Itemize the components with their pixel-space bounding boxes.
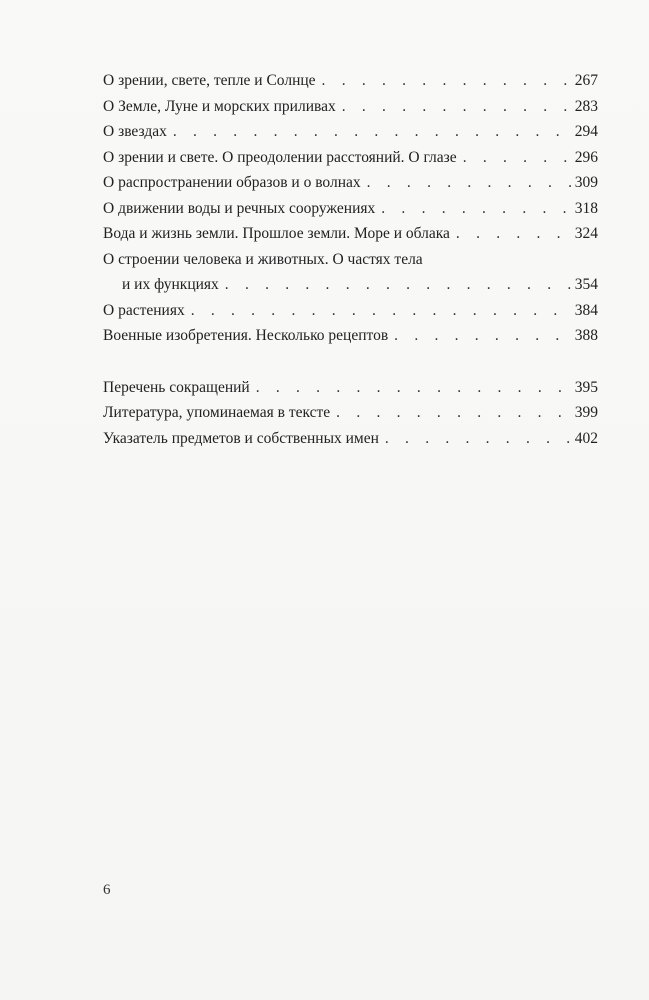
dot-leader: [385, 426, 571, 452]
toc-main-section: [103, 68, 598, 349]
toc-entry: [103, 221, 598, 247]
toc-entry: [103, 375, 598, 401]
toc-entry: [103, 119, 598, 145]
toc-entry: [103, 68, 598, 94]
dot-leader: [381, 196, 570, 222]
toc-entry-title-line1: О строении человека и животных. О частях тела: [103, 250, 423, 268]
toc-entry-page: 296: [574, 148, 598, 166]
dot-leader: [322, 68, 571, 94]
toc-entry: [103, 400, 598, 426]
toc-entry-title: Литература, упоминаемая в тексте: [103, 404, 331, 421]
table-of-contents: [103, 68, 598, 451]
toc-entry: [103, 426, 598, 452]
toc-entry-page: 309: [574, 174, 598, 191]
toc-entry-page: 318: [574, 199, 598, 217]
dot-leader: [191, 298, 571, 324]
toc-entry: [103, 196, 598, 222]
toc-entry-title: О распространении образов и о волнах: [103, 174, 361, 191]
dot-leader: [256, 375, 571, 401]
page-number: 6: [103, 882, 111, 898]
toc-entry: [103, 94, 598, 120]
toc-entry-title: О зрении и свете. О преодолении расстояний. О глазе: [103, 148, 457, 166]
dot-leader: [225, 272, 571, 298]
toc-entry-page: 294: [574, 123, 598, 140]
toc-entry-title: О звездах: [103, 123, 167, 140]
toc-entry-title: О растениях: [103, 301, 185, 319]
toc-entry: [103, 170, 598, 196]
toc-entry-page: 399: [574, 404, 598, 421]
toc-entry-page: 395: [574, 378, 598, 396]
toc-entry-title: О Земле, Луне и морских приливах: [103, 97, 336, 115]
toc-entry-title-line2: и их функциях: [122, 276, 219, 293]
toc-back-matter-section: [103, 375, 598, 452]
toc-entry: [103, 298, 598, 324]
toc-entry-page: 354: [574, 276, 598, 293]
dot-leader: [342, 94, 571, 120]
toc-entry-title: О движении воды и речных сооружениях: [103, 199, 376, 217]
toc-entry-title: Вода и жизнь земли. Прошлое земли. Море и облака: [103, 225, 450, 242]
dot-leader: [367, 170, 571, 196]
dot-leader: [173, 119, 571, 145]
toc-entry-page: 402: [574, 429, 598, 447]
toc-entry-page: 267: [574, 72, 598, 89]
dot-leader: [394, 323, 571, 349]
toc-entry: [103, 247, 598, 298]
dot-leader: [336, 400, 571, 426]
toc-entry-page: 324: [574, 225, 598, 242]
toc-entry-title: Перечень сокращений: [103, 378, 250, 396]
toc-entry-page: 388: [574, 327, 598, 344]
toc-entry-title: О зрении, свете, тепле и Солнце: [103, 72, 316, 89]
toc-entry: [103, 323, 598, 349]
toc-entry-page: 283: [574, 97, 598, 115]
toc-entry-title: Военные изобретения. Несколько рецептов: [103, 327, 389, 344]
toc-entry-page: 384: [574, 301, 598, 319]
dot-leader: [463, 145, 571, 171]
dot-leader: [456, 221, 571, 247]
toc-entry: [103, 145, 598, 171]
toc-entry-title: Указатель предметов и собственных имен: [103, 429, 379, 447]
